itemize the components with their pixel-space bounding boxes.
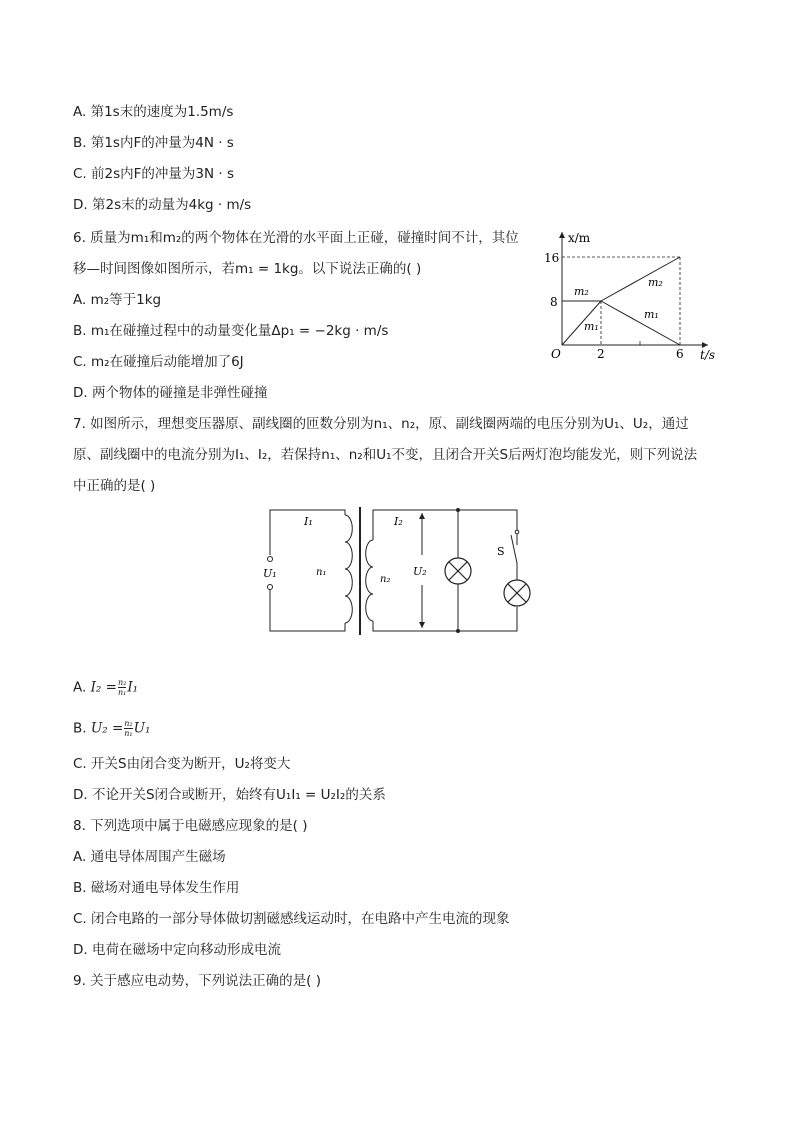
q7-option-a-den: n₁ [117, 688, 127, 697]
q5-option-d: D. 第2s末的动量为4kg · m/s [73, 197, 252, 213]
q7-option-b-prefix: B. [73, 720, 91, 737]
q7-option-b [73, 719, 150, 738]
primary-wire-bottom [270, 590, 345, 631]
q8-option-a: A. 通电导体周围产生磁场 [73, 849, 226, 865]
lamp1-icon [445, 558, 471, 584]
label-m1-before: m₁ [584, 320, 599, 333]
switch-blade [511, 535, 517, 563]
junction-bottom [456, 629, 460, 633]
q5-option-b: B. 第1s内F的冲量为4N · s [73, 135, 234, 151]
q7-option-c: C. 开关S由闭合变为断开，U₂将变大 [73, 756, 291, 772]
y-tick-8: 8 [550, 295, 558, 309]
primary-coil [345, 515, 352, 623]
origin-label: O [551, 347, 561, 361]
label-m2-before: m₂ [574, 285, 589, 298]
label-s: S [497, 545, 505, 558]
q7-option-a [73, 678, 138, 697]
label-m2-after: m₂ [648, 276, 663, 289]
label-u2: U₂ [413, 565, 427, 578]
q6-option-b: B. m₁在碰撞过程中的动量变化量Δp₁ = −2kg · m/s [73, 323, 389, 339]
lamp2-icon [504, 580, 530, 606]
label-m1-after: m₁ [644, 308, 659, 321]
q8-option-d: D. 电荷在磁场中定向移动形成电流 [73, 942, 281, 958]
q6-option-d: D. 两个物体的碰撞是非弹性碰撞 [73, 385, 268, 401]
label-u1: U₁ [263, 567, 277, 580]
m2-after-line [601, 257, 680, 301]
q7-stem-line3: 中正确的是( ) [73, 478, 156, 494]
q5-option-c: C. 前2s内F的冲量为3N · s [73, 166, 234, 182]
q7-option-a-prefix: A. [73, 679, 91, 696]
q6-stem-line1: 6. 质量为m₁和m₂的两个物体在光滑的水平面上正碰，碰撞时间不计，其位 [73, 230, 519, 246]
q8-option-c: C. 闭合电路的一部分导体做切割磁感线运动时，在电路中产生电流的现象 [73, 911, 510, 927]
x-tick-6: 6 [676, 347, 684, 361]
q7-option-d: D. 不论开关S闭合或断开，始终有U₁I₁ = U₂I₂的关系 [73, 787, 386, 803]
y-axis-label: x/m [568, 231, 591, 245]
q8-option-b: B. 磁场对通电导体发生作用 [73, 880, 240, 896]
q7-stem-line2: 原、副线圈中的电流分别为I₁、I₂，若保持n₁、n₂和U₁不变，且闭合开关S后两灯泡均能发光，则下列说法 [73, 447, 698, 463]
x-axis-label: t/s [700, 348, 716, 362]
q6-stem-line2: 移—时间图像如图所示，若m₁ = 1kg。以下说法正确的( ) [73, 261, 422, 277]
switch-contact [515, 530, 519, 534]
label-i2: I₂ [394, 515, 403, 528]
q7-option-a-num: n₂ [117, 678, 127, 687]
q6-option-c: C. m₂在碰撞后动能增加了6J [73, 354, 244, 370]
m1-after-line [601, 301, 680, 345]
q6-xt-graph [540, 222, 730, 364]
secondary-coil [366, 540, 373, 621]
q7-option-b-den: n₁ [124, 729, 133, 738]
q7-stem-line1: 7. 如图所示，理想变压器原、副线圈的匝数分别为n₁、n₂，原、副线圈两端的电压分别为U₁、U₂，通过 [73, 416, 689, 432]
q7-option-a-rhs: I₁ [127, 679, 139, 696]
q8-stem: 8. 下列选项中属于电磁感应现象的是( ) [73, 818, 308, 834]
q7-option-a-lhs: I₂ = [90, 679, 117, 696]
label-n1: n₁ [316, 567, 327, 578]
q7-option-b-lhs: U₂ = [90, 720, 124, 737]
q7-option-b-rhs: U₁ [133, 720, 151, 737]
terminal-top [268, 557, 273, 562]
x-tick-2: 2 [597, 347, 605, 361]
q5-option-a: A. 第1s末的速度为1.5m/s [73, 104, 234, 120]
q7-option-a-fraction [118, 678, 126, 697]
q7-transformer-circuit [260, 505, 535, 637]
y-tick-16: 16 [544, 251, 560, 265]
q6-option-a: A. m₂等于1kg [73, 292, 162, 308]
q9-stem: 9. 关于感应电动势，下列说法正确的是( ) [73, 973, 321, 989]
label-i1: I₁ [304, 515, 313, 528]
secondary-wire-bottom [373, 607, 517, 631]
terminal-bottom [268, 585, 273, 590]
q7-option-b-num: n₂ [124, 719, 133, 728]
q7-option-b-fraction [124, 719, 132, 738]
junction-top [456, 508, 460, 512]
label-n2: n₂ [380, 574, 391, 585]
